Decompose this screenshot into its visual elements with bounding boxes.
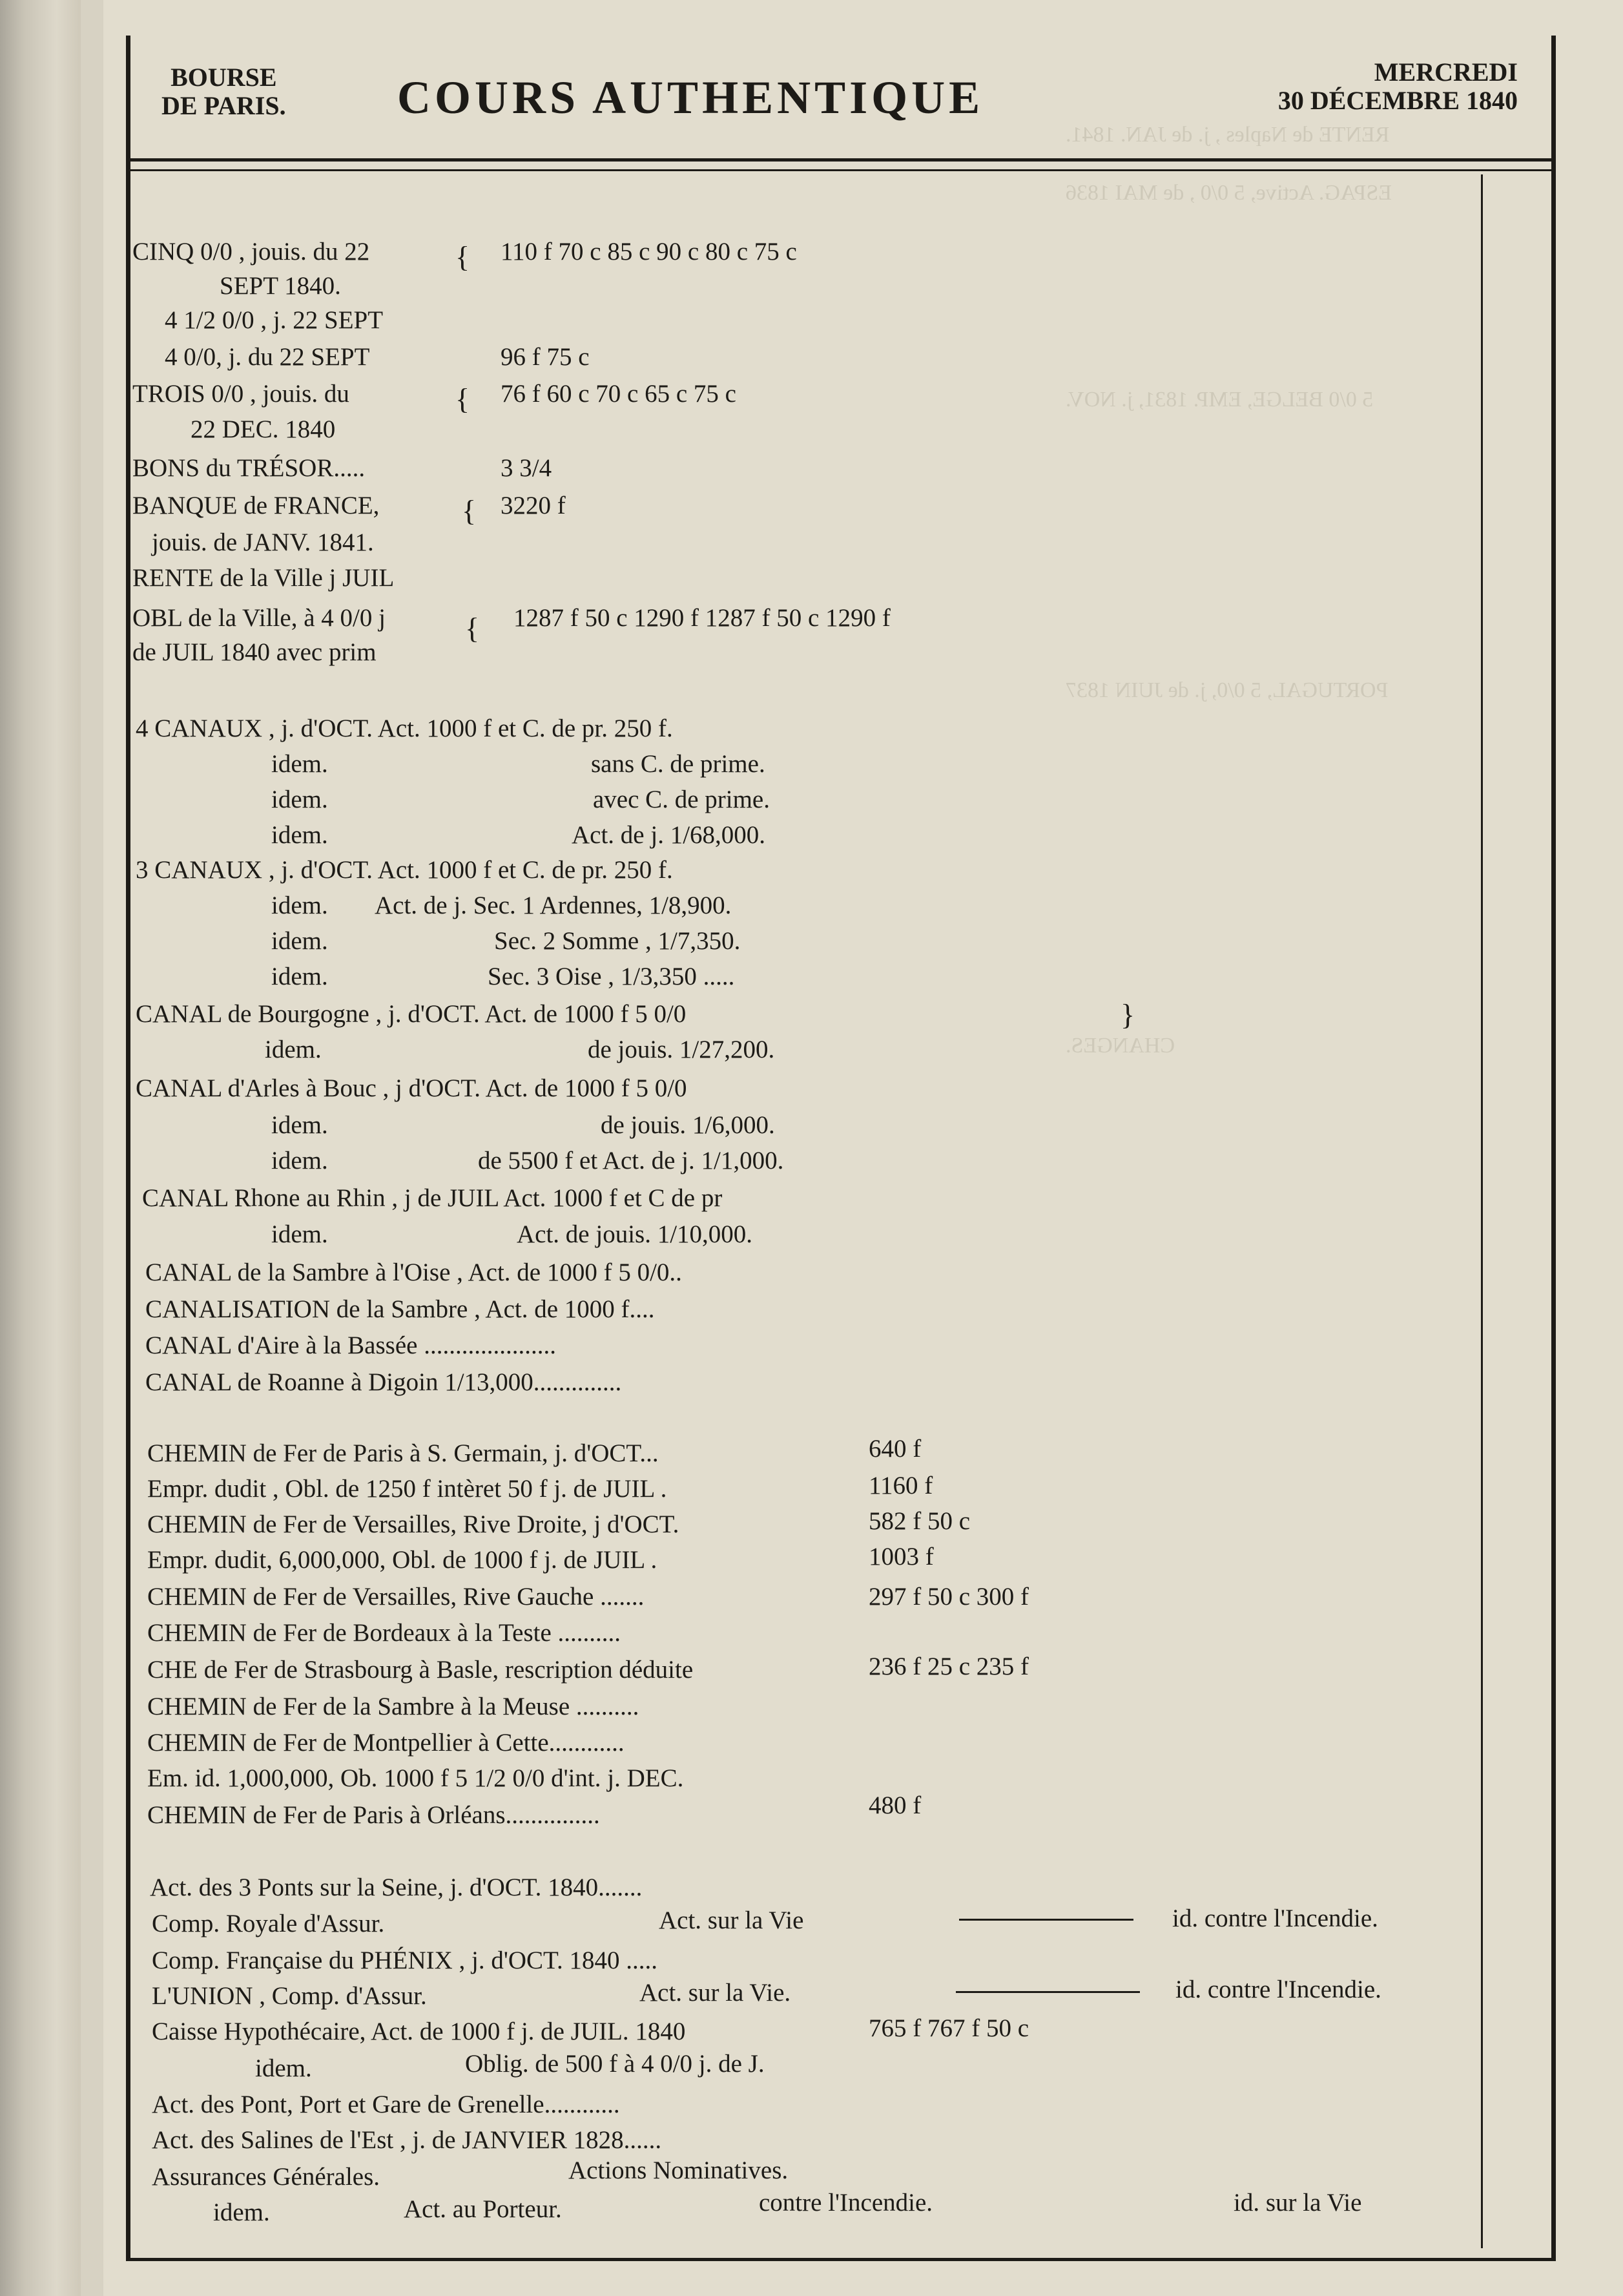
list-item-detail: Act. au Porteur. <box>404 2195 562 2223</box>
list-item: CANALISATION de la Sambre , Act. de 1000 f.... <box>145 1295 655 1323</box>
list-item: idem. <box>271 892 328 919</box>
list-item: Em. id. 1,000,000, Ob. 1000 f 5 1/2 0/0 d'int. j. DEC. <box>147 1764 684 1792</box>
list-item-detail: Sec. 3 Oise , 1/3,350 ..... <box>488 963 735 990</box>
list-item: CHEMIN de Fer de Montpellier à Cette............ <box>147 1729 625 1757</box>
footer-center: contre l'Incendie. <box>759 2189 933 2217</box>
brace-glyph: { <box>455 240 470 273</box>
list-item-detail: Act. de j. 1/68,000. <box>572 821 766 849</box>
list-item-detail: Act. sur la Vie <box>659 1906 804 1934</box>
list-item: Act. des 3 Ponts sur la Seine, j. d'OCT. 1840....... <box>150 1873 643 1901</box>
price-quote: 1160 f <box>869 1472 933 1499</box>
list-item: 4 0/0, j. du 22 SEPT <box>165 343 370 371</box>
list-item: idem. <box>271 1147 328 1174</box>
list-item: idem. <box>271 750 328 778</box>
list-item: CHEMIN de Fer de Versailles, Rive Gauche ....... <box>147 1583 645 1611</box>
list-item: idem. <box>271 821 328 849</box>
list-item: Act. des Salines de l'Est , j. de JANVIER 1828...... <box>152 2126 662 2154</box>
list-item: SEPT 1840. <box>220 272 341 300</box>
column-divider <box>1481 174 1483 2248</box>
price-quote: 1003 f <box>869 1543 934 1571</box>
show-through-text: CHANGES. <box>1066 1034 1175 1058</box>
price-quote: 1287 f 50 c 1290 f 1287 f 50 c 1290 f <box>513 604 891 632</box>
list-item: CINQ 0/0 , jouis. du 22 <box>132 238 370 266</box>
list-item: TROIS 0/0 , jouis. du <box>132 380 349 408</box>
list-item-detail: avec C. de prime. <box>593 786 770 813</box>
price-quote: 236 f 25 c 235 f <box>869 1653 1029 1680</box>
show-through-text: RENTE de Naples , j. de JAN. 1841. <box>1066 123 1390 147</box>
list-item-detail: Act. de j. Sec. 1 Ardennes, 1/8,900. <box>375 892 732 919</box>
price-quote: 3220 f <box>501 492 566 519</box>
header-left-line1: BOURSE <box>171 63 277 92</box>
show-through-text: ESPAG. Active, 5 0/0 , de MAI 1836 <box>1066 181 1392 205</box>
price-quote: 582 f 50 c <box>869 1507 971 1535</box>
list-item: Comp. Royale d'Assur. <box>152 1910 385 1937</box>
list-item-detail: Act. de jouis. 1/10,000. <box>517 1220 753 1248</box>
list-item: idem. <box>271 786 328 813</box>
price-quote: 96 f 75 c <box>501 343 590 371</box>
list-item: idem. <box>213 2198 270 2226</box>
list-item: OBL de la Ville, à 4 0/0 j <box>132 604 386 632</box>
header-left-line2: DE PARIS. <box>161 91 286 120</box>
list-item-detail: Oblig. de 500 f à 4 0/0 j. de J. <box>465 2050 765 2078</box>
list-item-detail: Act. sur la Vie. <box>639 1979 791 2007</box>
list-item: Empr. dudit, 6,000,000, Obl. de 1000 f j. de JUIL . <box>147 1546 657 1574</box>
book-gutter <box>0 0 81 2296</box>
list-item-detail: de jouis. 1/27,200. <box>588 1036 775 1063</box>
list-item: Assurances Générales. <box>152 2163 380 2191</box>
list-item: CANAL d'Arles à Bouc , j d'OCT. Act. de 1000 f 5 0/0 <box>136 1074 687 1102</box>
price-quote: 297 f 50 c 300 f <box>869 1583 1029 1611</box>
header-right <box>1208 58 1518 115</box>
header-day: MERCREDI <box>1374 57 1518 87</box>
blank-rule <box>959 1919 1133 1921</box>
blank-rule <box>956 1991 1140 1993</box>
list-item: CHEMIN de Fer de Paris à S. Germain, j. d'OCT... <box>147 1439 659 1467</box>
header-left <box>161 63 286 120</box>
list-item: CANAL de Bourgogne , j. d'OCT. Act. de 1000 f 5 0/0 <box>136 1000 687 1028</box>
list-item: CANAL d'Aire à la Bassée ..................... <box>145 1331 556 1359</box>
brace-glyph: { <box>462 494 477 527</box>
list-item: BANQUE de FRANCE, <box>132 492 380 519</box>
list-item: idem. <box>271 1220 328 1248</box>
list-item: Caisse Hypothécaire, Act. de 1000 f j. de JUIL. 1840 <box>152 2018 686 2045</box>
show-through-text: PORTUGAL, 5 0/0, j. de JUIN 1837 <box>1066 678 1389 702</box>
list-item: 4 1/2 0/0 , j. 22 SEPT <box>165 306 384 334</box>
header-date: 30 DÉCEMBRE 1840 <box>1277 86 1518 115</box>
list-item: Act. des Pont, Port et Gare de Grenelle............ <box>152 2091 620 2118</box>
list-item-right: id. contre l'Incendie. <box>1175 1976 1381 2003</box>
price-quote: 480 f <box>869 1791 922 1819</box>
list-item: idem. <box>271 927 328 955</box>
list-item: 3 CANAUX , j. d'OCT. Act. 1000 f et C. de pr. 250 f. <box>136 856 673 884</box>
list-item: de JUIL 1840 avec prim <box>132 638 377 666</box>
page-title: COURS AUTHENTIQUE <box>397 72 984 123</box>
brace-glyph: { <box>455 382 470 415</box>
brace-glyph: { <box>465 612 480 645</box>
list-item: Empr. dudit , Obl. de 1250 f intèret 50 f j. de JUIL . <box>147 1475 667 1503</box>
price-quote: 765 f 767 f 50 c <box>869 2014 1029 2042</box>
header-rule-top <box>126 158 1556 162</box>
list-item: CHEMIN de Fer de Paris à Orléans............... <box>147 1801 600 1829</box>
list-item: idem. <box>255 2054 312 2082</box>
list-item: 22 DEC. 1840 <box>191 415 336 443</box>
list-item: CHEMIN de Fer de Versailles, Rive Droite, j d'OCT. <box>147 1510 679 1538</box>
list-item: idem. <box>271 963 328 990</box>
list-item: RENTE de la Ville j JUIL <box>132 564 395 592</box>
price-quote: 76 f 60 c 70 c 65 c 75 c <box>501 380 736 408</box>
list-item-detail: de jouis. 1/6,000. <box>601 1111 775 1139</box>
list-item: jouis. de JANV. 1841. <box>152 528 374 556</box>
list-item: CANAL de Roanne à Digoin 1/13,000.............. <box>145 1368 622 1396</box>
list-item: CANAL Rhone au Rhin , j de JUIL Act. 1000 f et C de pr <box>142 1184 723 1212</box>
list-item-detail: Actions Nominatives. <box>568 2156 789 2184</box>
price-quote: 110 f 70 c 85 c 90 c 80 c 75 c <box>501 238 797 266</box>
footer-right: id. sur la Vie <box>1234 2189 1362 2217</box>
list-item: BONS du TRÉSOR..... <box>132 454 366 482</box>
list-item: L'UNION , Comp. d'Assur. <box>152 1982 427 2010</box>
price-quote: 640 f <box>869 1435 922 1463</box>
list-item: idem. <box>265 1036 322 1063</box>
list-item: 4 CANAUX , j. d'OCT. Act. 1000 f et C. de pr. 250 f. <box>136 715 673 742</box>
list-item: CHEMIN de Fer de la Sambre à la Meuse .......... <box>147 1693 639 1720</box>
list-item: CANAL de la Sambre à l'Oise , Act. de 1000 f 5 0/0.. <box>145 1258 682 1286</box>
price-quote: 3 3/4 <box>501 454 552 482</box>
list-item: CHEMIN de Fer de Bordeaux à la Teste .......... <box>147 1619 621 1647</box>
list-item: Comp. Française du PHÉNIX , j. d'OCT. 1840 ..... <box>152 1946 657 1974</box>
list-item-right: id. contre l'Incendie. <box>1172 1905 1378 1932</box>
show-through-text: 5 0/0 BELGE, EMP. 1831, j. NOV. <box>1066 388 1374 412</box>
header-rule-bottom <box>126 169 1556 171</box>
list-item: CHE de Fer de Strasbourg à Basle, rescription déduite <box>147 1656 694 1684</box>
list-item-detail: de 5500 f et Act. de j. 1/1,000. <box>478 1147 784 1174</box>
list-item-detail: sans C. de prime. <box>591 750 765 778</box>
brace-glyph: } <box>1121 998 1135 1031</box>
list-item: idem. <box>271 1111 328 1139</box>
list-item-detail: Sec. 2 Somme , 1/7,350. <box>494 927 741 955</box>
